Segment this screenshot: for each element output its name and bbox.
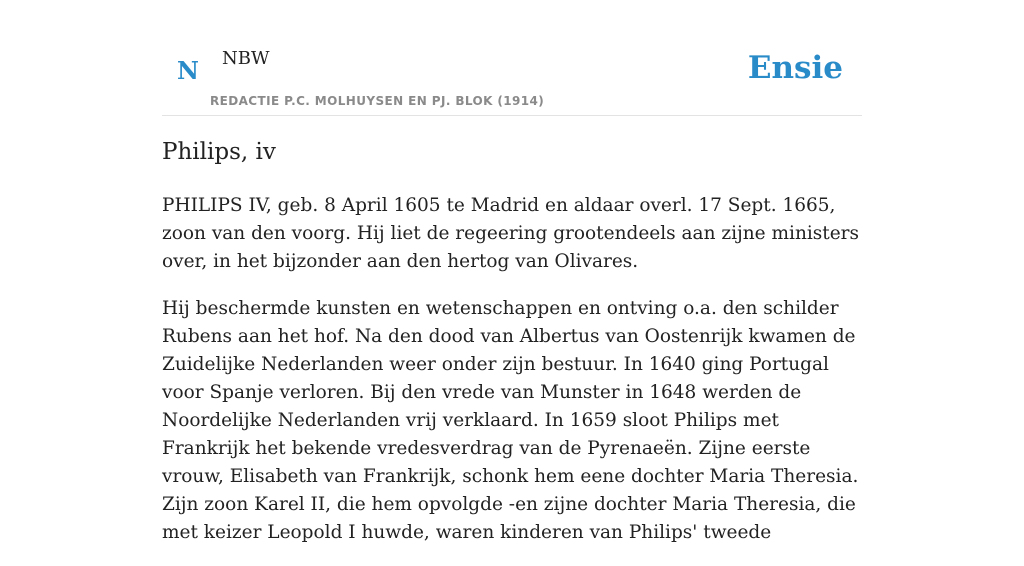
article-paragraph: Hij beschermde kunsten en wetenschappen en ontving o.a. den schilder Rubens aan het hof. Na den dood van Albertus van Oostenrijk kwamen de Zuidelijke Nederlanden weer onder zijn bestuur. In 1640 ging Portugal voor Spanje verloren. Bij den vrede van Munster in 1648 werden de Noordelijke Nederlanden vrij verklaard. In 1659 sloot Philips met Frankrijk het bekende vredesverdrag van de Pyrenaeën. Zijne eerste vrouw, Elisabeth van Frankrijk, schonk hem eene dochter Maria Theresia. Zijn zoon Karel II, die hem opvolgde -en zijne dochter Maria Theresia, die met keizer Leopold I huwde, waren kinderen van Philips' tweede <box>162 298 859 543</box>
ensie-logo[interactable]: Ensie <box>747 50 843 86</box>
source-title[interactable]: NBW <box>222 48 270 69</box>
source-header <box>162 40 862 116</box>
article-paragraph: PHILIPS IV, geb. 8 April 1605 te Madrid en aldaar overl. 17 Sept. 1665, zoon van den voorg. Hij liet de regeering grootendeels aan zijne ministers over, in het bijzonder aan den hertog van Olivares. <box>162 195 860 272</box>
article-title: Philips, iv <box>162 139 276 165</box>
article-body <box>162 192 862 566</box>
source-logo-icon[interactable]: N <box>177 56 199 85</box>
source-subtitle: REDACTIE P.C. MOLHUYSEN EN PJ. BLOK (1914) <box>210 94 545 108</box>
